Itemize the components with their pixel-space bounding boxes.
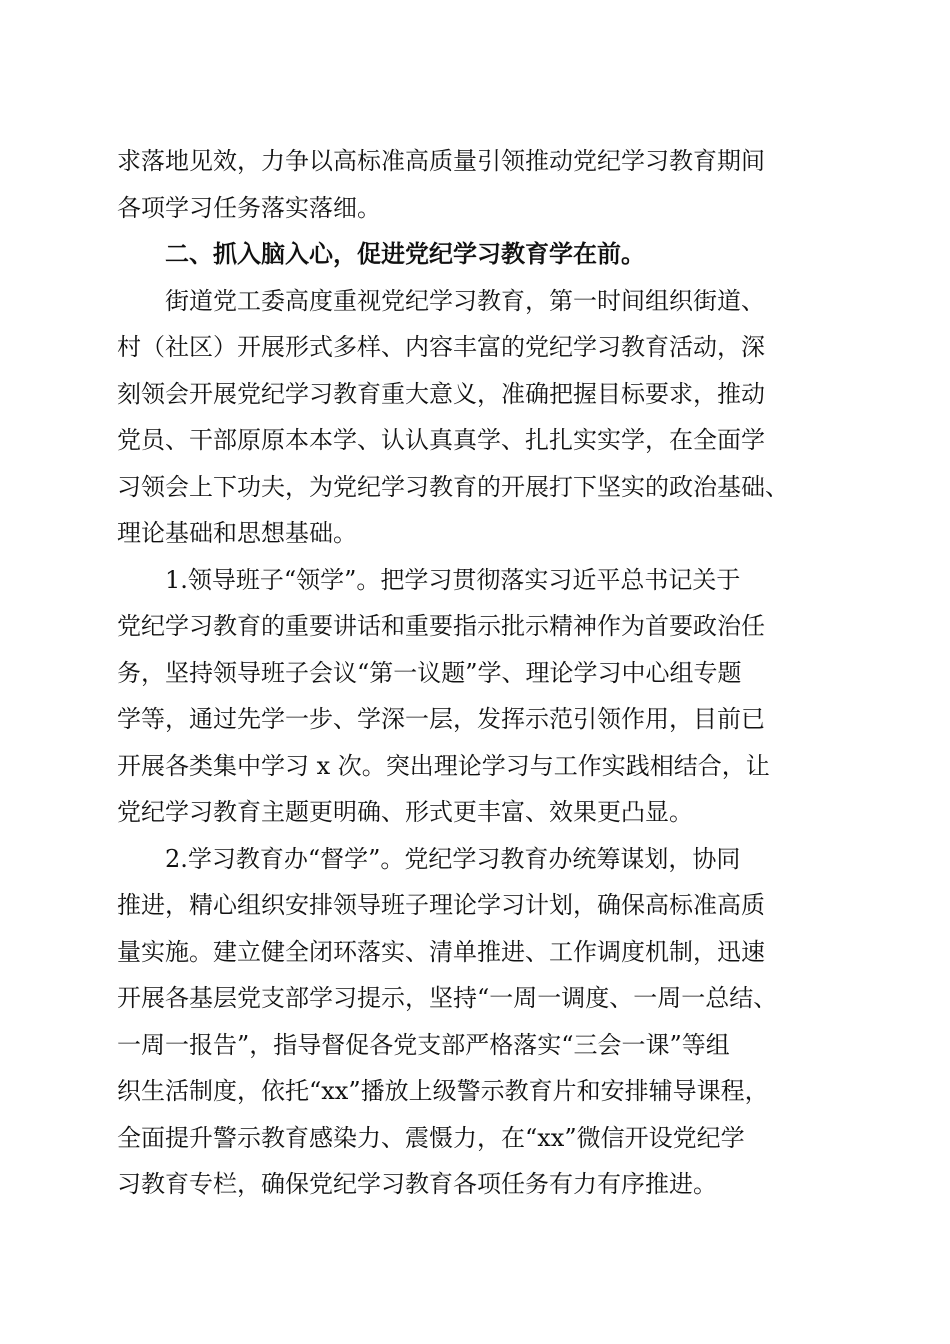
item-2-paragraph: 2.学习教育办“督学”。党纪学习教育办统筹谋划，协同 推进，精心组织安排领导班子理论学习计划，确保高标准高质 量实施。建立健全闭环落实、清单推进、工作调度机制，迅速 开展各基层党支部学习提示，坚持“一周一调度、一周一总结、 一周一报告”，指导督促各党支部严格落实“三会一课”等组 织生活制度，依托“xx”播放上级警示教育片和安排辅导课程， 全面提升警示教育感染力、震慑力，在“xx”微信开设党纪学 习教育专栏，确保党纪学习教育各项任务有力有序推进。 [117,844,778,1198]
continuation-paragraph: 求落地见效，力争以高标准高质量引领推动党纪学习教育期间 各项学习任务落实落细。 [117,147,765,222]
section-heading: 二、抓入脑入心，促进党纪学习教育学在前。 [165,240,645,268]
item-1-paragraph: 1.领导班子“领学”。把学习贯彻落实习近平总书记关于 党纪学习教育的重要讲话和重要指示批示精神作为首要政治任 务，坚持领导班子会议“第一议题”学、理论学习中心组专题 学等，通过先学一步、学深一层，发挥示范引领作用，目前已 开展各类集中学习 x 次。突出理论学习与工作实践相结合，让 党纪学习教育主题更明确、形式更丰富、效果更凸显。 [117,565,770,826]
intro-paragraph: 街道党工委高度重视党纪学习教育，第一时间组织街道、 村（社区）开展形式多样、内容丰富的党纪学习教育活动，深 刻领会开展党纪学习教育重大意义，准确把握目标要求，推动 党员、干部原原本本学、认认真真学、扎扎实实学，在全面学 习领会上下功夫，为党纪学习教育的开展打下坚实的政治基础、 理论基础和思想基础。 [117,286,789,547]
document-body [117,138,837,1208]
